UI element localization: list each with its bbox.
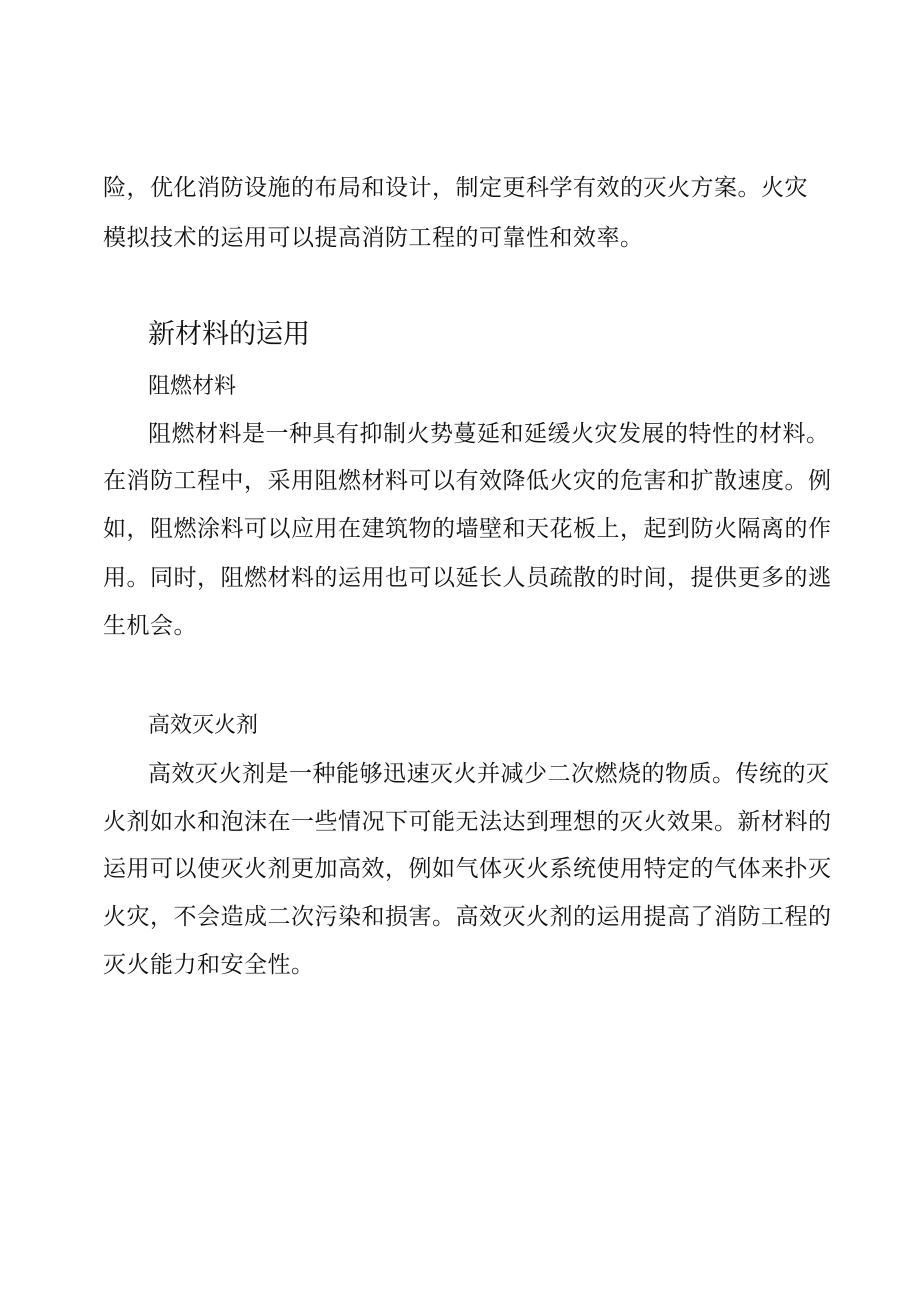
section-heading: 新材料的运用 — [148, 319, 310, 350]
paragraph-line: 灭火能力和安全性。 — [103, 952, 315, 978]
paragraph-line: 生机会。 — [103, 613, 197, 639]
paragraph-line: 阻燃材料是一种具有抑制火势蔓延和延缓火灾发展的特性的材料。 — [148, 421, 830, 447]
paragraph-line: 火灾，不会造成二次污染和损害。高效灭火剂的运用提高了消防工程的 — [103, 904, 832, 930]
paragraph-line: 险，优化消防设施的布局和设计，制定更科学有效的灭火方案。火灾 — [103, 175, 808, 201]
paragraph-line: 模拟技术的运用可以提高消防工程的可靠性和效率。 — [103, 225, 644, 251]
paragraph-line: 如，阻燃涂料可以应用在建筑物的墙壁和天花板上，起到防火隔离的作 — [103, 516, 832, 542]
paragraph-line: 运用可以使灭火剂更加高效，例如气体灭火系统使用特定的气体来扑灭 — [103, 856, 832, 882]
paragraph-line: 在消防工程中，采用阻燃材料可以有效降低火灾的危害和扩散速度。例 — [103, 468, 832, 494]
paragraph-line: 高效灭火剂是一种能够迅速灭火并减少二次燃烧的物质。传统的灭 — [148, 761, 830, 787]
subsection-heading-extinguishing-agent: 高效灭火剂 — [148, 713, 259, 738]
paragraph-line: 用。同时，阻燃材料的运用也可以延长人员疏散的时间，提供更多的逃 — [103, 565, 832, 591]
subsection-heading-flame-retardant: 阻燃材料 — [148, 374, 237, 399]
paragraph-line: 火剂如水和泡沫在一些情况下可能无法达到理想的灭火效果。新材料的 — [103, 809, 832, 835]
